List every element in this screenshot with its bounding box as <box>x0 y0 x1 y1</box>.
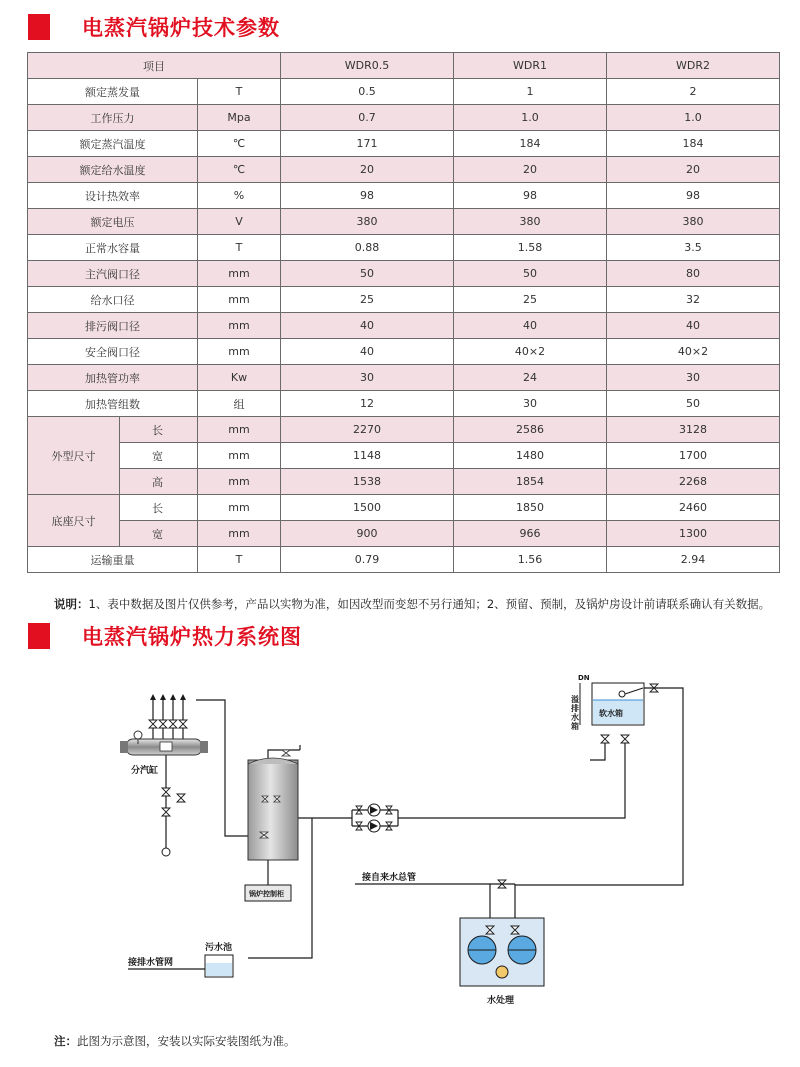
row-unit: ℃ <box>198 157 281 183</box>
row-value: 0.88 <box>281 235 454 261</box>
row-value: 1.0 <box>607 105 780 131</box>
header-model: WDR0.5 <box>281 53 454 79</box>
row-value: 32 <box>607 287 780 313</box>
row-value: 20 <box>607 157 780 183</box>
row-name: 额定给水温度 <box>28 157 198 183</box>
row-value: 20 <box>281 157 454 183</box>
section-marker <box>28 623 50 649</box>
label-water-treatment: 水处理 <box>487 996 515 1006</box>
row-value: 98 <box>454 183 607 209</box>
header-model: WDR2 <box>607 53 780 79</box>
label-drain-network: 接排水管网 <box>128 958 174 968</box>
row-value: 2 <box>607 79 780 105</box>
row-unit: Kw <box>198 365 281 391</box>
row-value: 966 <box>454 521 607 547</box>
row-value: 1700 <box>607 443 780 469</box>
row-name: 额定电压 <box>28 209 198 235</box>
table-row <box>28 313 780 339</box>
row-name: 额定蒸发量 <box>28 79 198 105</box>
row-unit: T <box>198 547 281 573</box>
row-value: 171 <box>281 131 454 157</box>
row-value: 30 <box>454 391 607 417</box>
sewage-pool <box>205 955 233 977</box>
row-value: 380 <box>607 209 780 235</box>
row-name: 工作压力 <box>28 105 198 131</box>
row-value: 40×2 <box>607 339 780 365</box>
row-name: 排污阀口径 <box>28 313 198 339</box>
row-value: 2268 <box>607 469 780 495</box>
note-label: 说明： <box>54 597 89 611</box>
row-value: 1.0 <box>454 105 607 131</box>
row-value: 40 <box>607 313 780 339</box>
section-title-specs: 电蒸汽锅炉技术参数 <box>82 16 280 40</box>
row-value: 20 <box>454 157 607 183</box>
row-value: 0.7 <box>281 105 454 131</box>
footer-label: 注： <box>54 1034 77 1048</box>
row-subname: 宽 <box>120 443 198 469</box>
table-row <box>28 105 780 131</box>
row-value: 50 <box>281 261 454 287</box>
row-unit: T <box>198 79 281 105</box>
row-value: 2586 <box>454 417 607 443</box>
row-value: 30 <box>607 365 780 391</box>
row-value: 380 <box>454 209 607 235</box>
table-row <box>28 79 780 105</box>
boiler <box>248 750 298 860</box>
row-value: 25 <box>454 287 607 313</box>
row-value: 98 <box>607 183 780 209</box>
row-name: 加热管组数 <box>28 391 198 417</box>
row-subname: 长 <box>120 417 198 443</box>
table-row <box>28 261 780 287</box>
row-name: 加热管功率 <box>28 365 198 391</box>
row-value: 40 <box>281 313 454 339</box>
table-row <box>28 495 780 521</box>
table-row <box>28 339 780 365</box>
row-subname: 长 <box>120 495 198 521</box>
row-value: 0.79 <box>281 547 454 573</box>
table-row <box>28 157 780 183</box>
row-value: 2270 <box>281 417 454 443</box>
row-value: 40 <box>281 339 454 365</box>
row-unit: % <box>198 183 281 209</box>
row-value: 184 <box>607 131 780 157</box>
row-value: 80 <box>607 261 780 287</box>
thermal-system-diagram <box>0 660 800 1025</box>
row-value: 2460 <box>607 495 780 521</box>
row-name: 给水口径 <box>28 287 198 313</box>
row-value: 1.56 <box>454 547 607 573</box>
table-row <box>28 417 780 443</box>
row-unit: mm <box>198 339 281 365</box>
row-value: 50 <box>454 261 607 287</box>
label-control-cabinet: 锅炉控制柜 <box>249 890 284 898</box>
row-value: 900 <box>281 521 454 547</box>
row-subname: 高 <box>120 469 198 495</box>
table-row <box>28 287 780 313</box>
label-dn: DN <box>578 674 590 682</box>
row-unit: mm <box>198 443 281 469</box>
row-value: 25 <box>281 287 454 313</box>
table-row <box>28 521 780 547</box>
spec-table <box>27 52 780 573</box>
row-value: 1148 <box>281 443 454 469</box>
row-unit: mm <box>198 313 281 339</box>
row-unit: mm <box>198 261 281 287</box>
table-row <box>28 547 780 573</box>
feed-pumps <box>356 804 392 832</box>
group-label: 底座尺寸 <box>28 495 120 547</box>
note <box>54 596 770 612</box>
table-row <box>28 53 780 79</box>
row-value: 1480 <box>454 443 607 469</box>
row-unit: Mpa <box>198 105 281 131</box>
row-value: 1.58 <box>454 235 607 261</box>
note-text: 1、表中数据及图片仅供参考，产品以实物为准，如因改型而变恕不另行通知；2、预留、预制，及锅炉房设计前请联系确认有关数据。 <box>88 597 771 611</box>
row-unit: mm <box>198 287 281 313</box>
row-value: 184 <box>454 131 607 157</box>
row-name: 额定蒸汽温度 <box>28 131 198 157</box>
row-value: 1850 <box>454 495 607 521</box>
row-unit: mm <box>198 417 281 443</box>
label-sewage-pool: 污水池 <box>205 943 233 953</box>
row-name: 正常水容量 <box>28 235 198 261</box>
row-unit: 组 <box>198 391 281 417</box>
section-title-diagram: 电蒸汽锅炉热力系统图 <box>82 625 302 649</box>
row-value: 1538 <box>281 469 454 495</box>
row-value: 3128 <box>607 417 780 443</box>
row-name: 安全阀口径 <box>28 339 198 365</box>
row-value: 40 <box>454 313 607 339</box>
group-label: 外型尺寸 <box>28 417 120 495</box>
table-row <box>28 443 780 469</box>
table-row <box>28 235 780 261</box>
row-unit: ℃ <box>198 131 281 157</box>
label-overflow: 溢排水箱 <box>571 695 579 731</box>
label-soft-water-tank: 软水箱 <box>599 709 623 718</box>
steam-header <box>120 731 208 755</box>
row-value: 380 <box>281 209 454 235</box>
row-value: 98 <box>281 183 454 209</box>
row-unit: V <box>198 209 281 235</box>
label-steam-header: 分汽缸 <box>131 766 159 776</box>
row-value: 40×2 <box>454 339 607 365</box>
label-supply-main: 接自来水总管 <box>362 873 417 883</box>
row-value: 1500 <box>281 495 454 521</box>
water-treatment-unit <box>460 880 544 986</box>
table-row <box>28 391 780 417</box>
row-value: 24 <box>454 365 607 391</box>
header-item: 项目 <box>28 53 281 79</box>
row-value: 30 <box>281 365 454 391</box>
row-value: 12 <box>281 391 454 417</box>
row-name: 设计热效率 <box>28 183 198 209</box>
row-unit: T <box>198 235 281 261</box>
row-value: 50 <box>607 391 780 417</box>
row-value: 1854 <box>454 469 607 495</box>
table-row <box>28 209 780 235</box>
row-value: 1300 <box>607 521 780 547</box>
row-name: 主汽阀口径 <box>28 261 198 287</box>
row-value: 2.94 <box>607 547 780 573</box>
row-unit: mm <box>198 469 281 495</box>
row-value: 0.5 <box>281 79 454 105</box>
section-marker <box>28 14 50 40</box>
row-value: 3.5 <box>607 235 780 261</box>
row-name: 运输重量 <box>28 547 198 573</box>
table-row <box>28 365 780 391</box>
table-row <box>28 183 780 209</box>
row-value: 1 <box>454 79 607 105</box>
row-unit: mm <box>198 495 281 521</box>
header-model: WDR1 <box>454 53 607 79</box>
footer-text: 此图为示意图，安装以实际安装图纸为准。 <box>77 1034 296 1048</box>
footer-note <box>54 1033 296 1049</box>
row-subname: 宽 <box>120 521 198 547</box>
table-row <box>28 131 780 157</box>
row-unit: mm <box>198 521 281 547</box>
table-row <box>28 469 780 495</box>
